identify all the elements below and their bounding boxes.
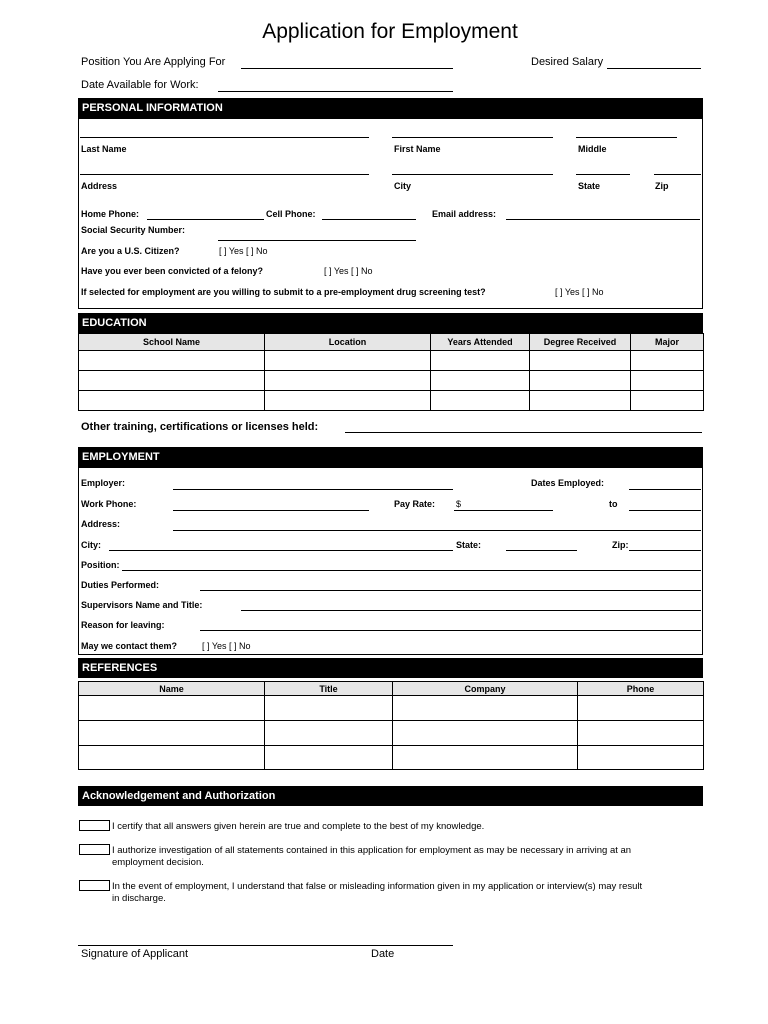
table-cell[interactable] <box>265 391 431 411</box>
table-cell[interactable] <box>265 746 393 770</box>
citizen-yes-no[interactable]: [ ] Yes [ ] No <box>219 246 268 256</box>
citizen-question: Are you a U.S. Citizen? <box>81 246 180 256</box>
reason-leaving-field[interactable] <box>200 630 701 631</box>
last-name-field[interactable] <box>80 137 369 138</box>
contact-yes-no[interactable]: [ ] Yes [ ] No <box>202 641 251 651</box>
position-field[interactable] <box>241 68 453 69</box>
signature-date-label: Date <box>371 948 395 960</box>
table-cell[interactable] <box>578 746 704 770</box>
last-name-label: Last Name <box>81 144 127 154</box>
table-cell[interactable] <box>265 351 431 371</box>
acknowledgement-header: Acknowledgement and Authorization <box>78 786 703 806</box>
other-training-label: Other training, certifications or licenses held: <box>81 421 319 433</box>
column-header: School Name <box>79 334 265 351</box>
table-cell[interactable] <box>578 721 704 746</box>
emp-address-field[interactable] <box>173 530 701 531</box>
column-header: Company <box>393 682 578 696</box>
position-label: Position You Are Applying For <box>81 56 226 68</box>
table-cell[interactable] <box>265 721 393 746</box>
emp-zip-field[interactable] <box>629 550 701 551</box>
table-row <box>79 391 704 411</box>
table-cell[interactable] <box>530 351 631 371</box>
table-cell[interactable] <box>79 721 265 746</box>
duties-field[interactable] <box>200 590 701 591</box>
emp-position-label: Position: <box>81 560 120 570</box>
to-label: to <box>609 499 618 509</box>
first-name-label: First Name <box>394 144 441 154</box>
references-header: REFERENCES <box>78 658 703 678</box>
column-header: Title <box>265 682 393 696</box>
dates-employed-label: Dates Employed: <box>531 478 605 488</box>
table-row <box>79 696 704 721</box>
supervisor-field[interactable] <box>241 610 701 611</box>
dates-employed-to-field[interactable] <box>629 510 701 511</box>
state-field[interactable] <box>576 174 630 175</box>
table-cell[interactable] <box>393 696 578 721</box>
desired-salary-field[interactable] <box>607 68 701 69</box>
personal-info-section <box>78 118 703 309</box>
cell-phone-label: Cell Phone: <box>266 209 316 219</box>
desired-salary-label: Desired Salary <box>531 56 604 68</box>
table-cell[interactable] <box>393 746 578 770</box>
table-cell[interactable] <box>431 371 530 391</box>
emp-state-label: State: <box>456 540 482 550</box>
table-row <box>79 721 704 746</box>
date-available-label: Date Available for Work: <box>81 79 199 91</box>
references-header-row <box>79 682 704 696</box>
employer-field[interactable] <box>173 489 453 490</box>
state-label: State <box>578 181 601 191</box>
column-header: Degree Received <box>530 334 631 351</box>
duties-label: Duties Performed: <box>81 580 160 590</box>
home-phone-field[interactable] <box>147 219 264 220</box>
table-cell[interactable] <box>265 371 431 391</box>
zip-label: Zip <box>655 181 669 191</box>
page-title: Application for Employment <box>262 20 518 43</box>
table-cell[interactable] <box>530 371 631 391</box>
emp-zip-label: Zip: <box>612 540 629 550</box>
table-row <box>79 351 704 371</box>
pay-rate-field[interactable] <box>454 510 553 511</box>
education-table <box>78 333 704 411</box>
contact-question: May we contact them? <box>81 641 178 651</box>
emp-state-field[interactable] <box>506 550 577 551</box>
emp-position-field[interactable] <box>122 570 701 571</box>
column-header: Name <box>79 682 265 696</box>
table-row <box>79 746 704 770</box>
certify-statement: I certify that all answers given herein are true and complete to the best of my knowledge. <box>112 821 485 832</box>
discharge-statement: In the event of employment, I understand that false or misleading information given in my application or interview(s) may result in discharge. <box>112 881 643 904</box>
signature-line[interactable] <box>78 945 453 946</box>
drug-test-yes-no[interactable]: [ ] Yes [ ] No <box>555 287 604 297</box>
table-cell[interactable] <box>265 696 393 721</box>
reason-leaving-label: Reason for leaving: <box>81 620 165 630</box>
email-label: Email address: <box>432 209 497 219</box>
felony-question: Have you ever been convicted of a felony? <box>81 266 264 276</box>
address-field[interactable] <box>80 174 369 175</box>
felony-yes-no[interactable]: [ ] Yes [ ] No <box>324 266 373 276</box>
emp-address-label: Address: <box>81 519 121 529</box>
middle-label: Middle <box>578 144 607 154</box>
education-header: EDUCATION <box>78 313 703 333</box>
work-phone-field[interactable] <box>173 510 369 511</box>
table-cell[interactable] <box>79 746 265 770</box>
references-table <box>78 681 704 770</box>
date-available-field[interactable] <box>218 91 453 92</box>
table-cell[interactable] <box>79 391 265 411</box>
column-header: Years Attended <box>431 334 530 351</box>
ssn-field[interactable] <box>218 240 416 241</box>
discharge-initial-box[interactable] <box>79 880 110 891</box>
certify-initial-box[interactable] <box>79 820 110 831</box>
city-label: City <box>394 181 412 191</box>
drug-test-question: If selected for employment are you willing to submit to a pre-employment drug screening test? <box>81 287 486 297</box>
table-cell[interactable] <box>530 391 631 411</box>
table-cell[interactable] <box>79 696 265 721</box>
employment-section <box>78 467 703 655</box>
email-field[interactable] <box>506 219 700 220</box>
emp-city-field[interactable] <box>109 550 453 551</box>
column-header: Location <box>265 334 431 351</box>
table-cell[interactable] <box>431 351 530 371</box>
column-header: Major <box>631 334 704 351</box>
authorize-initial-box[interactable] <box>79 844 110 855</box>
pay-rate-label: Pay Rate: <box>394 499 436 509</box>
table-cell[interactable] <box>631 391 704 411</box>
ssn-label: Social Security Number: <box>81 225 186 235</box>
first-name-field[interactable] <box>392 137 553 138</box>
table-cell[interactable] <box>431 391 530 411</box>
employment-header: EMPLOYMENT <box>78 447 703 467</box>
home-phone-label: Home Phone: <box>81 209 140 219</box>
work-phone-label: Work Phone: <box>81 499 137 509</box>
supervisor-label: Supervisors Name and Title: <box>81 600 203 610</box>
table-cell[interactable] <box>79 351 265 371</box>
table-cell[interactable] <box>578 696 704 721</box>
emp-city-label: City: <box>81 540 101 550</box>
other-training-field[interactable] <box>345 432 702 433</box>
signature-label: Signature of Applicant <box>81 948 189 960</box>
zip-field[interactable] <box>654 174 701 175</box>
dollar-sign: $ <box>456 499 462 509</box>
table-cell[interactable] <box>393 721 578 746</box>
column-header: Phone <box>578 682 704 696</box>
middle-field[interactable] <box>576 137 677 138</box>
table-row <box>79 371 704 391</box>
employer-label: Employer: <box>81 478 126 488</box>
table-cell[interactable] <box>631 351 704 371</box>
cell-phone-field[interactable] <box>322 219 416 220</box>
city-field[interactable] <box>392 174 553 175</box>
dates-employed-from-field[interactable] <box>629 489 701 490</box>
table-cell[interactable] <box>631 371 704 391</box>
address-label: Address <box>81 181 118 191</box>
table-cell[interactable] <box>79 371 265 391</box>
personal-info-header: PERSONAL INFORMATION <box>78 98 703 118</box>
authorize-statement: I authorize investigation of all statements contained in this application for employment as may be necessary in arriving at an employment decision. <box>112 845 632 868</box>
education-header-row <box>79 334 704 351</box>
